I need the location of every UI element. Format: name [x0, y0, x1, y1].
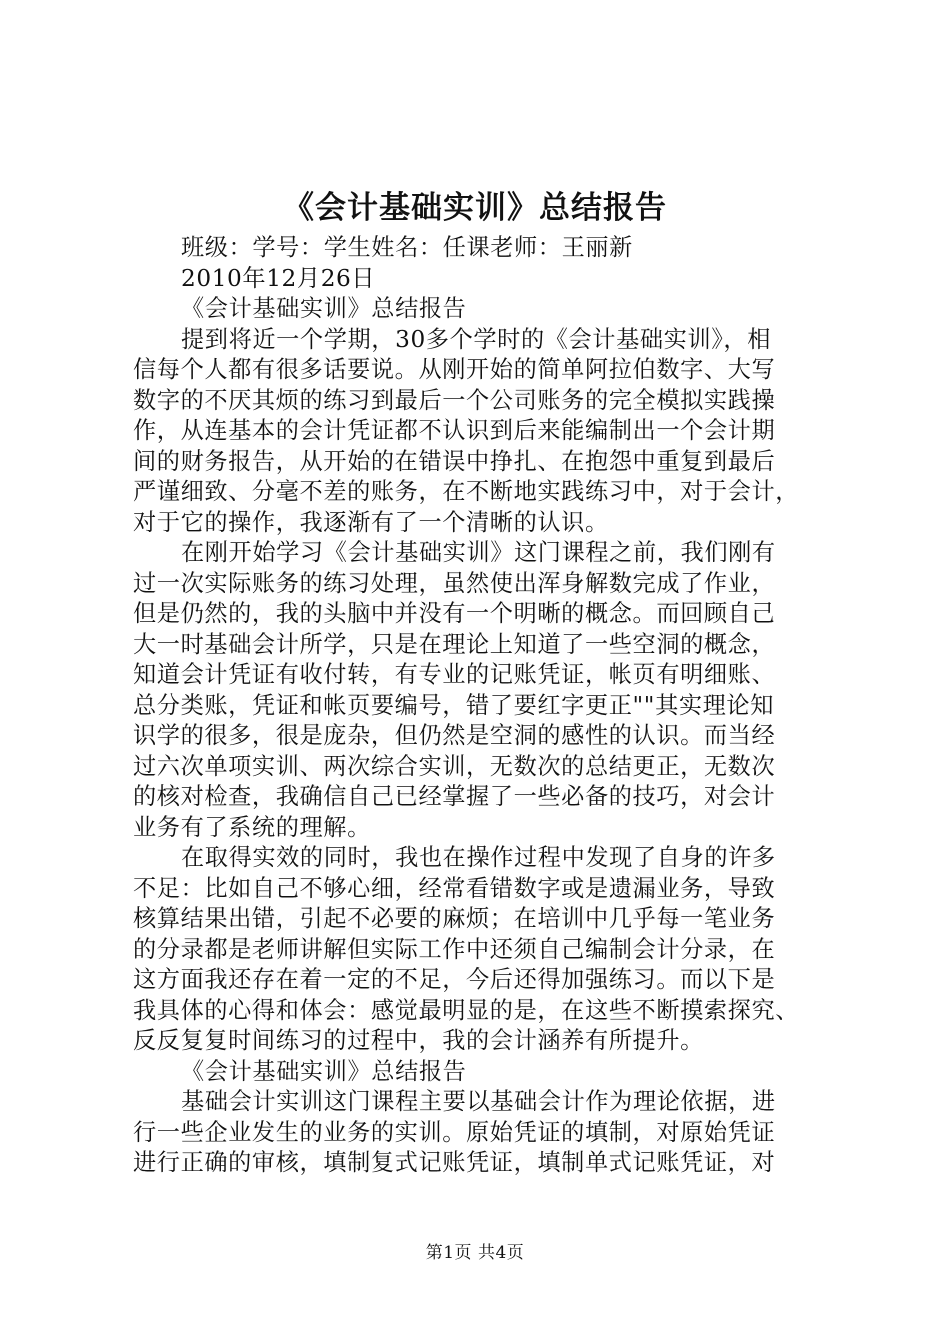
text-line: 信每个人都有很多话要说。从刚开始的简单阿拉伯数字、大写	[133, 356, 776, 383]
document-body	[133, 233, 833, 1179]
text-line: 这方面我还存在着一定的不足，今后还得加强练习。而以下是	[133, 966, 776, 993]
text-line: 在取得实效的同时，我也在操作过程中发现了自身的许多	[181, 844, 776, 871]
text-line: 的核对检查，我确信自己已经掌握了一些必备的技巧，对会计	[133, 783, 776, 810]
text-line: 基础会计实训这门课程主要以基础会计作为理论依据，进	[181, 1088, 776, 1115]
text-line: 在刚开始学习《会计基础实训》这门课程之前，我们刚有	[181, 539, 776, 566]
text-line: 对于它的操作，我逐渐有了一个清晰的认识。	[133, 508, 609, 536]
text-line: 核算结果出错，引起不必要的麻烦；在培训中几乎每一笔业务	[133, 905, 776, 932]
text-line: 不足：比如自己不够心细，经常看错数字或是遗漏业务，导致	[133, 874, 776, 902]
text-line: 提到将近一个学期，30多个学时的《会计基础实训》，相	[181, 325, 772, 353]
text-line: 过一次实际账务的练习处理，虽然使出浑身解数完成了作业，	[133, 569, 776, 597]
document-title: 《会计基础实训》总结报告	[283, 190, 667, 226]
text-line: 业务有了系统的理解。	[133, 813, 371, 841]
text-line: 作，从连基本的会计凭证都不认识到后来能编制出一个会计期	[133, 417, 776, 444]
text-line: 知道会计凭证有收付转，有专业的记账凭证，帐页有明细账、	[133, 661, 776, 688]
text-line: 班级：学号：学生姓名：任课老师：王丽新	[181, 234, 633, 261]
text-line: 总分类账，凭证和帐页要编号，错了要红字更正""其实理论知	[133, 691, 775, 719]
text-line: 过六次单项实训、两次综合实训，无数次的总结更正，无数次	[133, 752, 776, 780]
text-line: 的分录都是老师讲解但实际工作中还须自己编制会计分录，在	[133, 935, 776, 963]
text-line: 《会计基础实训》总结报告	[181, 295, 467, 322]
text-line: 反反复复时间练习的过程中，我的会计涵养有所提升。	[133, 1027, 704, 1054]
text-line: 间的财务报告，从开始的在错误中挣扎、在抱怨中重复到最后	[133, 447, 776, 475]
text-line: 但是仍然的，我的头脑中并没有一个明晰的概念。而回顾自己	[133, 600, 776, 627]
text-line: 数字的不厌其烦的练习到最后一个公司账务的完全模拟实践操	[133, 386, 776, 414]
text-line: 识学的很多，很是庞杂，但仍然是空洞的感性的认识。而当经	[133, 722, 776, 749]
page-footer: 第1页 共4页	[425, 1243, 525, 1263]
text-line: 行一些企业发生的业务的实训。原始凭证的填制，对原始凭证	[133, 1118, 776, 1146]
text-line: 《会计基础实训》总结报告	[181, 1057, 467, 1085]
text-line: 2010年12月26日	[181, 264, 376, 292]
text-line: 进行正确的审核，填制复式记账凭证，填制单式记账凭证，对	[133, 1149, 776, 1176]
text-line: 严谨细致、分毫不差的账务，在不断地实践练习中，对于会计，	[133, 478, 800, 505]
text-line: 大一时基础会计所学，只是在理论上知道了一些空洞的概念，	[133, 630, 776, 658]
text-line: 我具体的心得和体会：感觉最明显的是，在这些不断摸索探究、	[133, 996, 800, 1024]
